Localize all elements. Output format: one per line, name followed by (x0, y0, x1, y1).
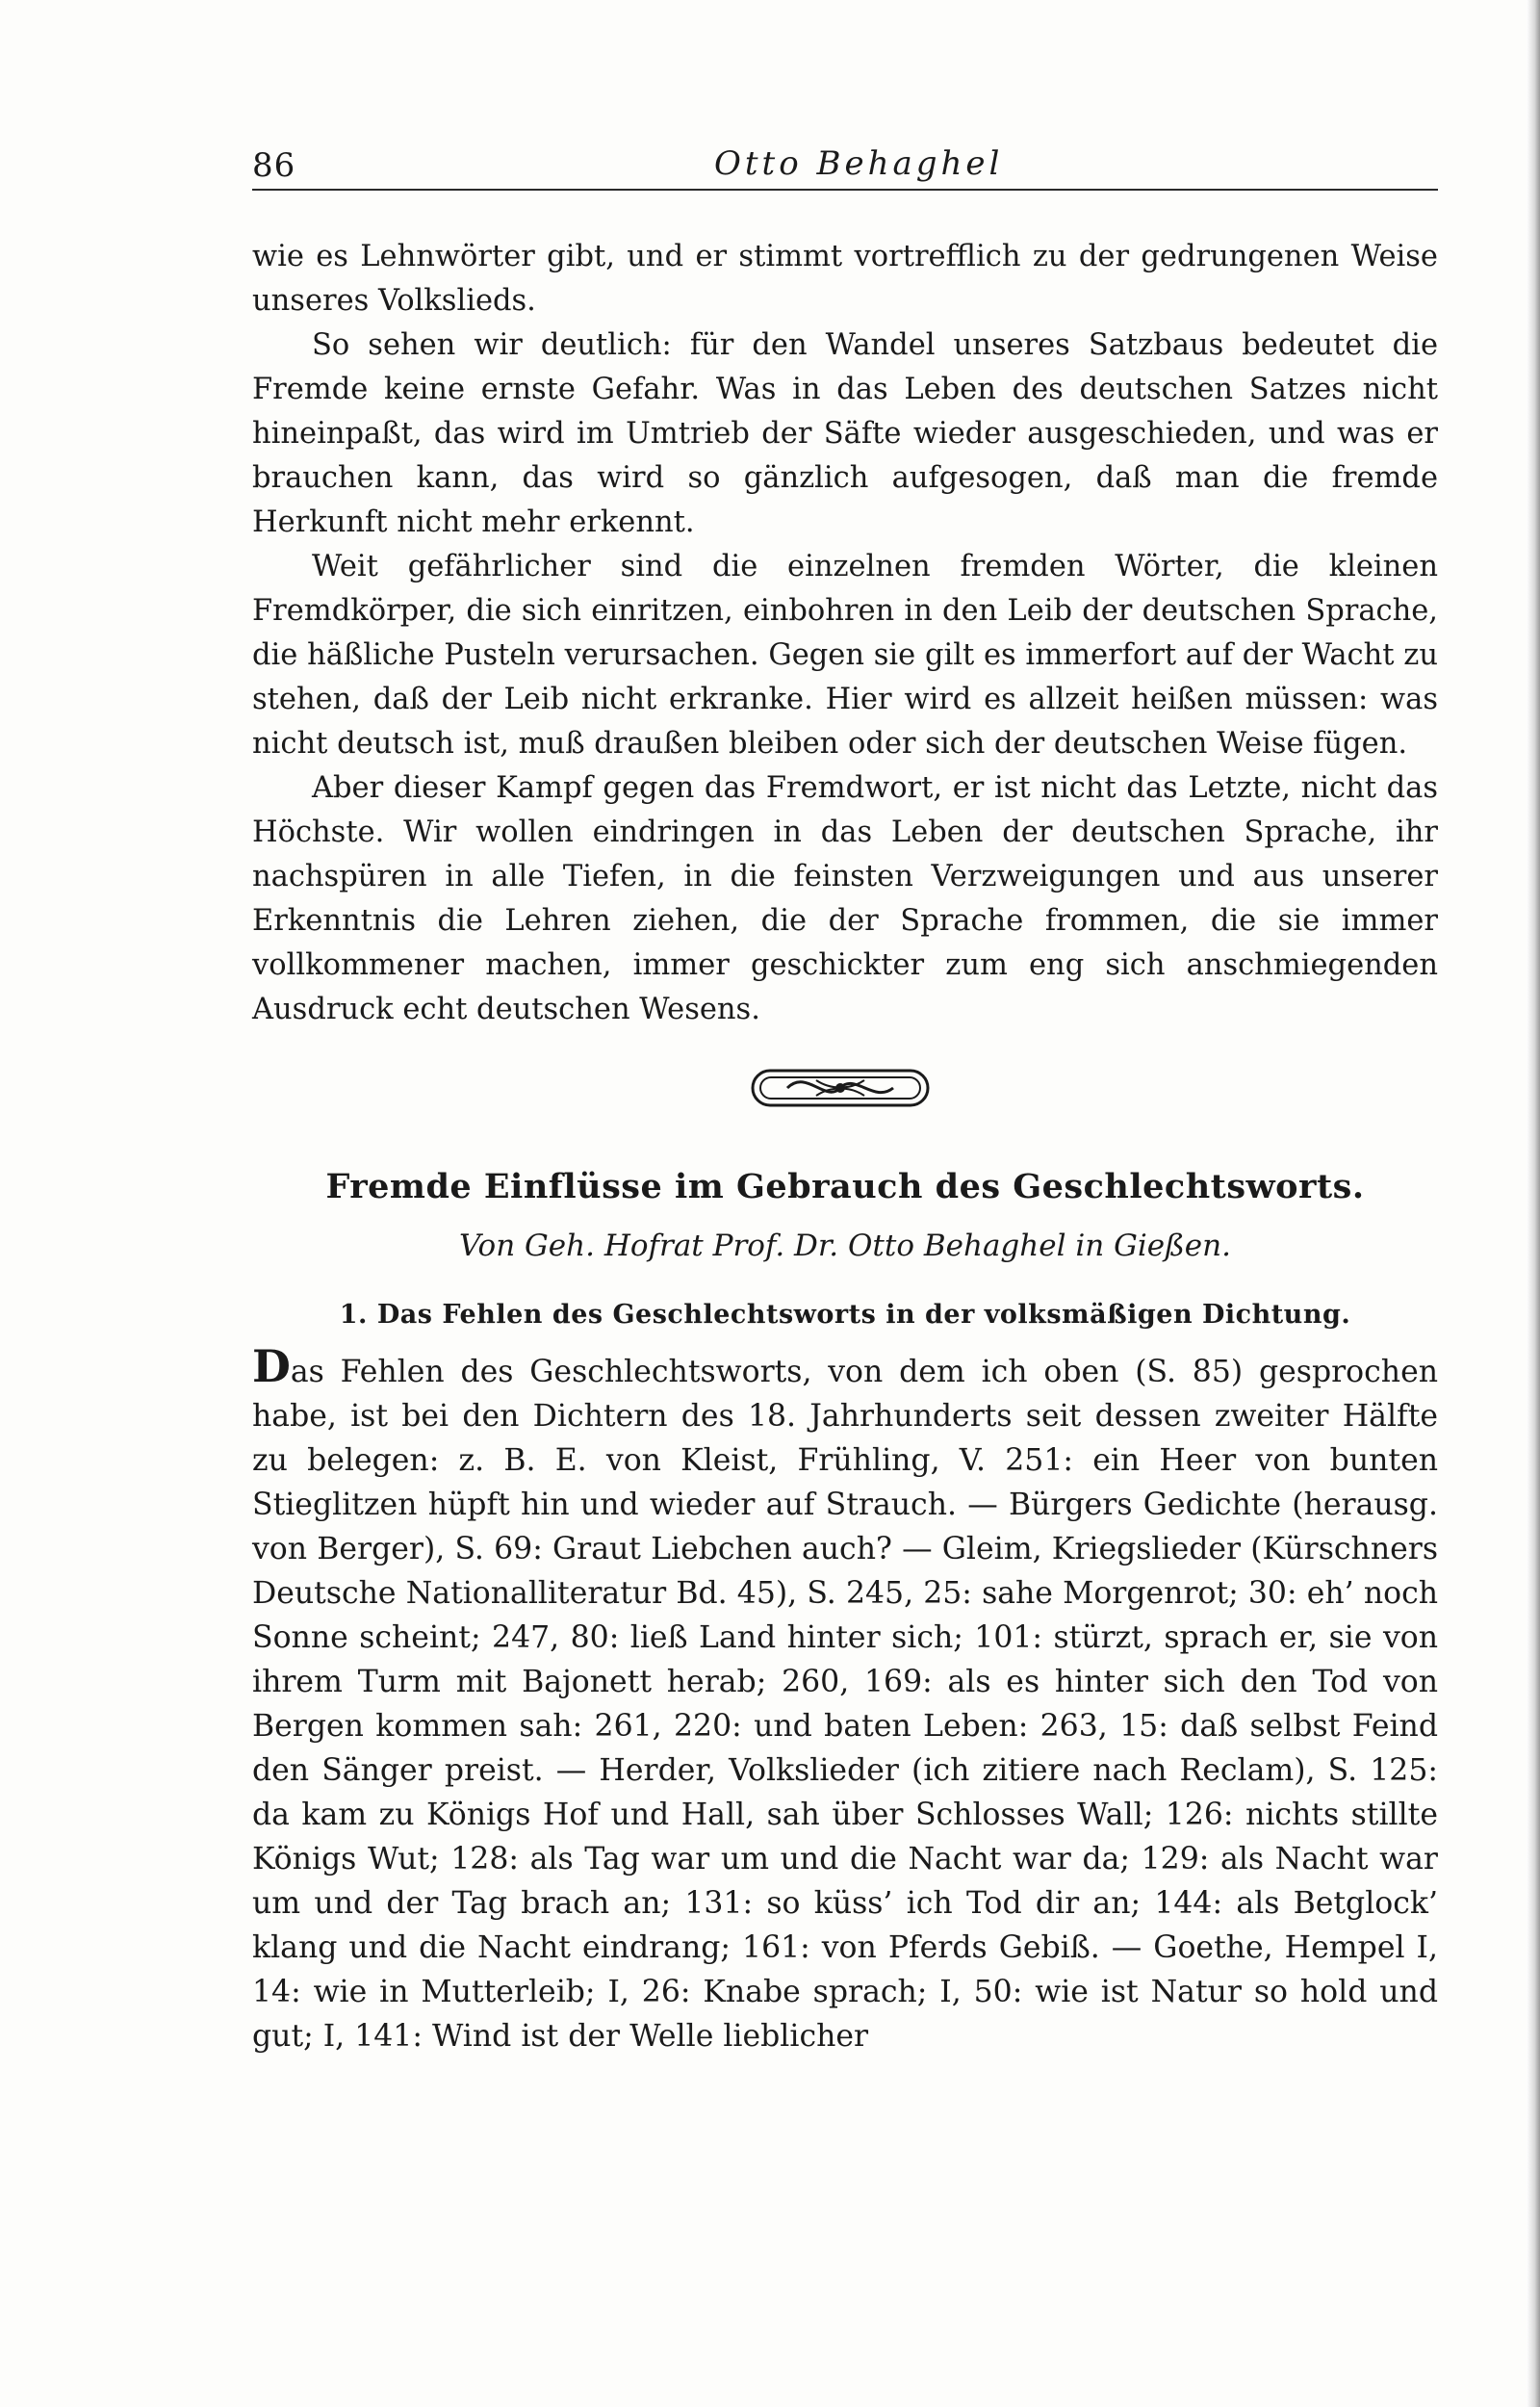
header-rule (252, 189, 1438, 191)
page-number: 86 (252, 146, 296, 185)
paragraph: wie es Lehnwörter gibt, und er stimmt vortrefflich zu der gedrungenen Weise unseres Volkslieds. (252, 240, 1438, 318)
previous-article-text (252, 235, 1438, 1032)
decorative-ornament (749, 1061, 932, 1115)
article-paragraph (252, 1340, 1438, 2058)
section-heading: 1. Das Fehlen des Geschlechtsworts in der volksmäßigen Dichtung. (339, 1300, 1351, 1330)
article-body (252, 1340, 1438, 2058)
paragraph: Weit gefährlicher sind die einzelnen fremden Wörter, die kleinen Fremdkörper, die sich einritzen, einbohren in den Leib der deutschen Sprache, die häßliche Pusteln verursachen. Gegen sie gilt es immerfort auf der Wacht zu stehen, daß der Leib nicht erkranke. Hier wird es allzeit heißen müssen: was nicht deutsch ist, muß draußen bleiben oder sich der deutschen Weise fügen. (252, 550, 1438, 761)
paragraph: So sehen wir deutlich: für den Wandel unseres Satzbaus bedeutet die Fremde keine ernste Gefahr. Was in das Leben des deutschen Satzes nicht hineinpaßt, das wird im Umtrieb der Säfte wieder ausgeschieden, und was er brauchen kann, das wird so gänzlich aufgesogen, daß man die fremde Herkunft nicht mehr erkennt. (252, 328, 1438, 539)
running-title: Otto Behaghel (714, 144, 1004, 183)
page-edge-shadow (1527, 0, 1540, 2407)
ornament-flourish-icon (749, 1061, 932, 1115)
running-head (252, 141, 1436, 191)
article-byline: Von Geh. Hofrat Prof. Dr. Otto Behaghel in Gießen. (459, 1229, 1231, 1263)
article-paragraph-text: as Fehlen des Geschlechtsworts, von dem ich oben (S. 85) gesprochen habe, ist bei den Dichtern des 18. Jahrhunderts seit dessen zweiter Hälfte zu belegen: z. B. E. von Kleist, Frühling, V. 251: ein Heer von bunten Stieglitzen hüpft hin und wieder auf Strauch. — Bürgers Gedichte (herausg. von Berger), S. 69: Graut Liebchen auch? — Gleim, Kriegslieder (Kürschners Deutsche Nationalliteratur Bd. 45), S. 245, 25: sahe Morgenrot; 30: eh’ noch Sonne scheint; 247, 80: ließ Land hinter sich; 101: stürzt, sprach er, sie von ihrem Turm mit Bajonett herab; 260, 169: als es hinter sich den Tod von Bergen kommen sah: 261, 220: und baten Leben: 263, 15: daß selbst Feind den Sänger preist. — Herder, Volkslieder (ich zitiere nach Reclam), S. 125: da kam zu Königs Hof und Hall, sah über Schlosses Wall; 126: nichts stillte Königs Wut; 128: als Tag war um und die Nacht war da; 129: als Nacht war um und der Tag brach an; 131: so küss’ ich Tod dir an; 144: als Betglock’ klang und die Nacht eindrang; 161: von Pferds Gebiß. — Goethe, Hempel I, 14: wie in Mutterleib; I, 26: Knabe sprach; I, 50: wie ist Natur so hold und gut; I, 141: Wind ist der Welle lieblicher (252, 1355, 1438, 2054)
drop-cap: D (252, 1340, 291, 1392)
paragraph: Aber dieser Kampf gegen das Fremdwort, er ist nicht das Letzte, nicht das Höchste. Wir wollen eindringen in das Leben der deutschen Sprache, ihr nachspüren in alle Tiefen, in die feinsten Verzweigungen und aus unserer Erkenntnis die Lehren ziehen, die der Sprache frommen, die sie immer vollkommener machen, immer geschickter zum eng sich anschmiegenden Ausdruck echt deutschen Wesens. (252, 771, 1438, 1026)
article-title: Fremde Einflüsse im Gebrauch des Geschlechtsworts. (325, 1167, 1365, 1206)
